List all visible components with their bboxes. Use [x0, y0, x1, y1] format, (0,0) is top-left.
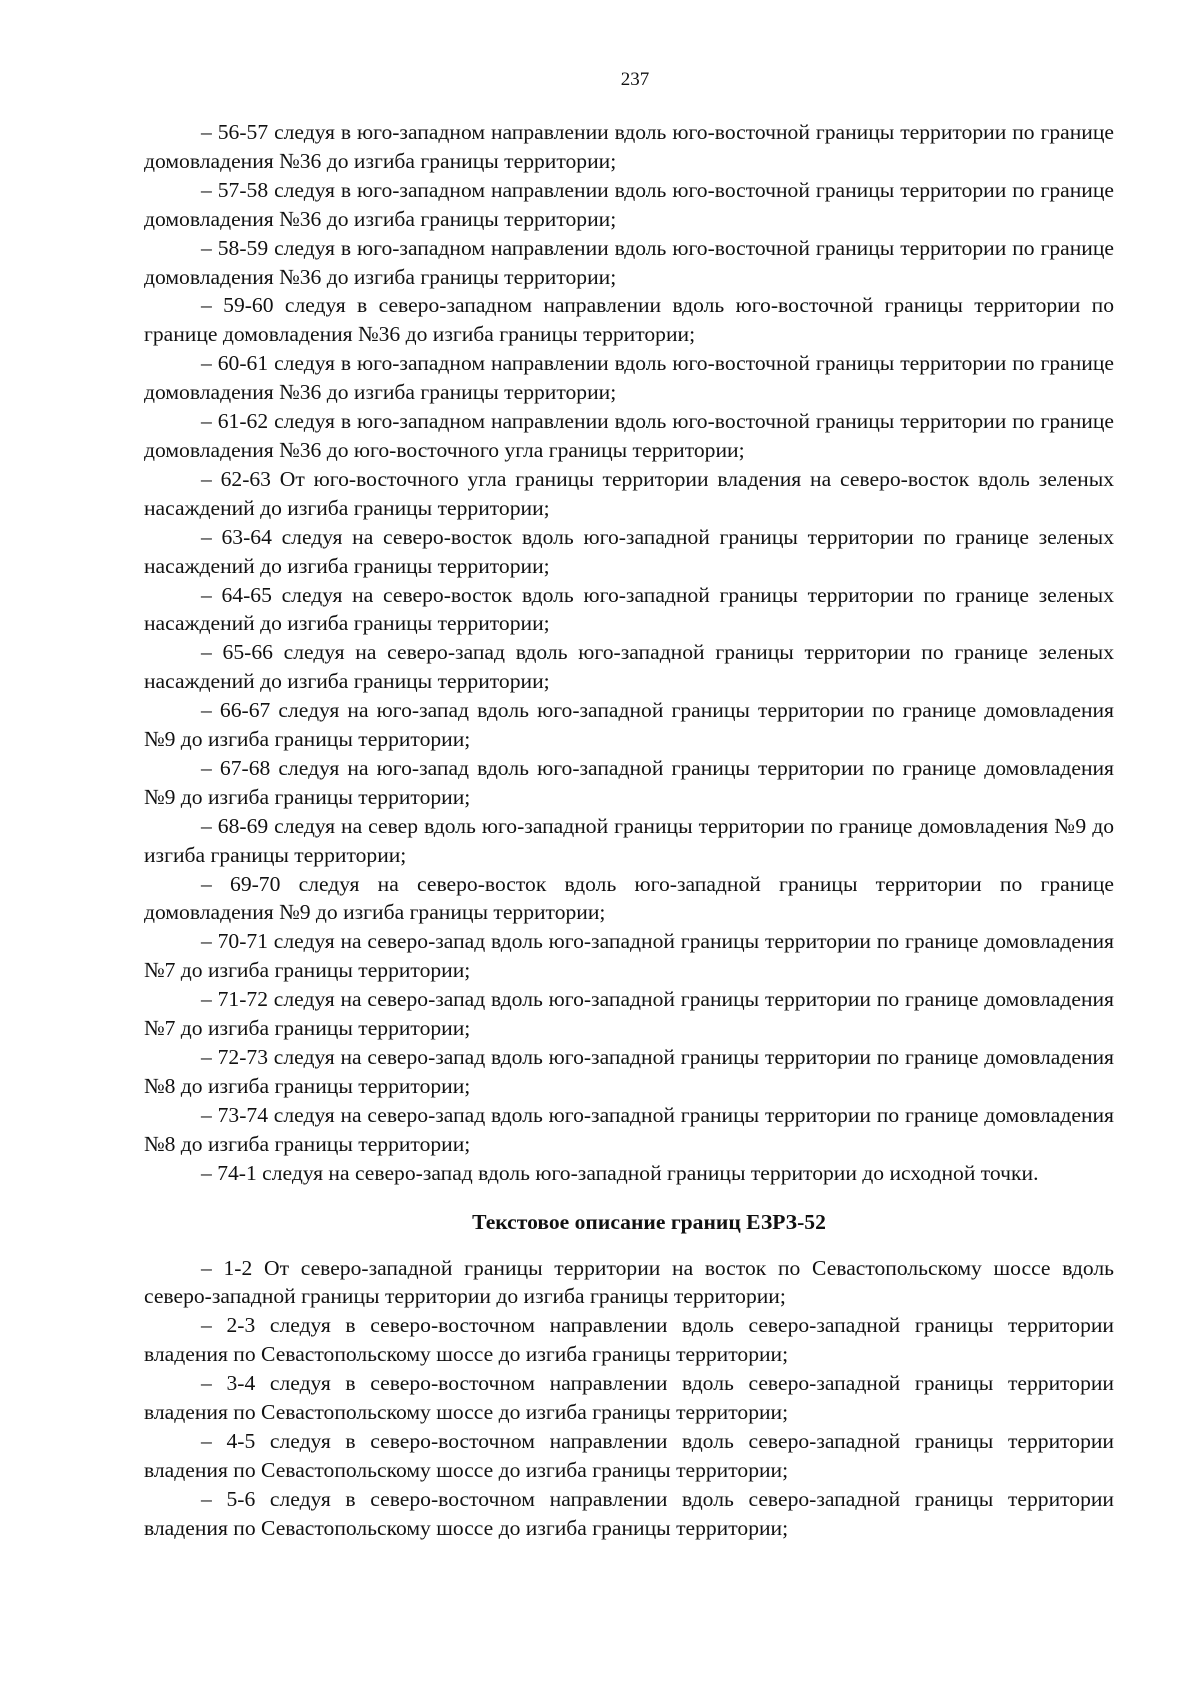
boundary-paragraph: – 74-1 следуя на северо-запад вдоль юго-западной границы территории до исходной точки. [201, 1160, 1039, 1185]
boundary-paragraph: – 56-57 следуя в юго-западном направлении вдоль юго-восточной границы территории по границе домовладения №36 до изгиба границы территории; [144, 120, 1114, 173]
boundary-paragraph: – 72-73 следуя на северо-запад вдоль юго-западной границы территории по границе домовладения №8 до изгиба границы территории; [144, 1045, 1114, 1098]
boundary-paragraph: – 58-59 следуя в юго-западном направлении вдоль юго-восточной границы территории по границе домовладения №36 до изгиба границы территории; [144, 235, 1114, 289]
boundary-paragraph: – 3-4 следуя в северо-восточном направлении вдоль северо-западной границы территории владения по Севастопольскому шоссе до изгиба границы территории; [144, 1371, 1114, 1425]
boundary-paragraph: – 63-64 следуя на северо-восток вдоль юго-западной границы территории по границе зеленых насаждений до изгиба границы территории; [144, 524, 1114, 578]
boundary-paragraph: – 66-67 следуя на юго-запад вдоль юго-западной границы территории по границе домовладения №9 до изгиба границы территории; [144, 698, 1114, 752]
boundary-paragraph: – 73-74 следуя на северо-запад вдоль юго-западной границы территории по границе домовладения №8 до изгиба границы территории; [144, 1102, 1114, 1156]
boundary-paragraph: – 4-5 следуя в северо-восточном направлении вдоль северо-западной границы территории владения по Севастопольскому шоссе до изгиба границы территории; [144, 1428, 1114, 1482]
boundary-paragraph: – 61-62 следуя в юго-западном направлении вдоль юго-восточной границы территории по границе домовладения №36 до юго-восточного угла границы территории; [144, 409, 1114, 462]
boundary-paragraph: – 64-65 следуя на северо-восток вдоль юго-западной границы территории по границе зеленых насаждений до изгиба границы территории; [144, 582, 1114, 636]
boundary-paragraph: – 62-63 От юго-восточного угла границы территории владения на северо-восток вдоль зеленых насаждений до изгиба границы территории; [144, 466, 1114, 520]
boundary-paragraph: – 69-70 следуя на северо-восток вдоль юго-западной границы территории по границе домовладения №9 до изгиба границы территории; [144, 871, 1114, 925]
boundary-paragraph: – 57-58 следуя в юго-западном направлении вдоль юго-восточной границы территории по границе домовладения №36 до изгиба границы территории; [144, 177, 1114, 231]
document-body [144, 118, 1114, 1543]
boundary-paragraph: – 60-61 следуя в юго-западном направлении вдоль юго-восточной границы территории по границе домовладения №36 до изгиба границы территории; [144, 351, 1114, 405]
boundary-paragraph: – 1-2 От северо-западной границы территории на восток по Севастопольскому шоссе вдоль северо-западной границы территории до изгиба границы территории; [144, 1255, 1114, 1309]
boundary-paragraph: – 5-6 следуя в северо-восточном направлении вдоль северо-западной границы территории владения по Севастопольскому шоссе до изгиба границы территории; [144, 1486, 1114, 1540]
page-number: 237 [620, 69, 650, 90]
boundary-paragraph: – 67-68 следуя на юго-запад вдоль юго-западной границы территории по границе домовладения №9 до изгиба границы территории; [144, 755, 1114, 809]
boundary-paragraph: – 65-66 следуя на северо-запад вдоль юго-западной границы территории по границе зеленых насаждений до изгиба границы территории; [144, 640, 1114, 694]
boundary-paragraph: – 59-60 следуя в северо-западном направлении вдоль юго-восточной границы территории по границе домовладения №36 до изгиба границы территории; [144, 293, 1114, 347]
boundary-paragraph: – 68-69 следуя на север вдоль юго-западной границы территории по границе домовладения №9 до изгиба границы территории; [144, 813, 1114, 867]
boundary-paragraph: – 2-3 следуя в северо-восточном направлении вдоль северо-западной границы территории владения по Севастопольскому шоссе до изгиба границы территории; [144, 1313, 1114, 1367]
boundary-paragraph: – 70-71 следуя на северо-запад вдоль юго-западной границы территории по границе домовладения №7 до изгиба границы территории; [144, 929, 1114, 983]
boundary-paragraph: – 71-72 следуя на северо-запад вдоль юго-западной границы территории по границе домовладения №7 до изгиба границы территории; [144, 987, 1114, 1041]
section-heading: Текстовое описание границ ЕЗРЗ-52 [472, 1209, 826, 1234]
